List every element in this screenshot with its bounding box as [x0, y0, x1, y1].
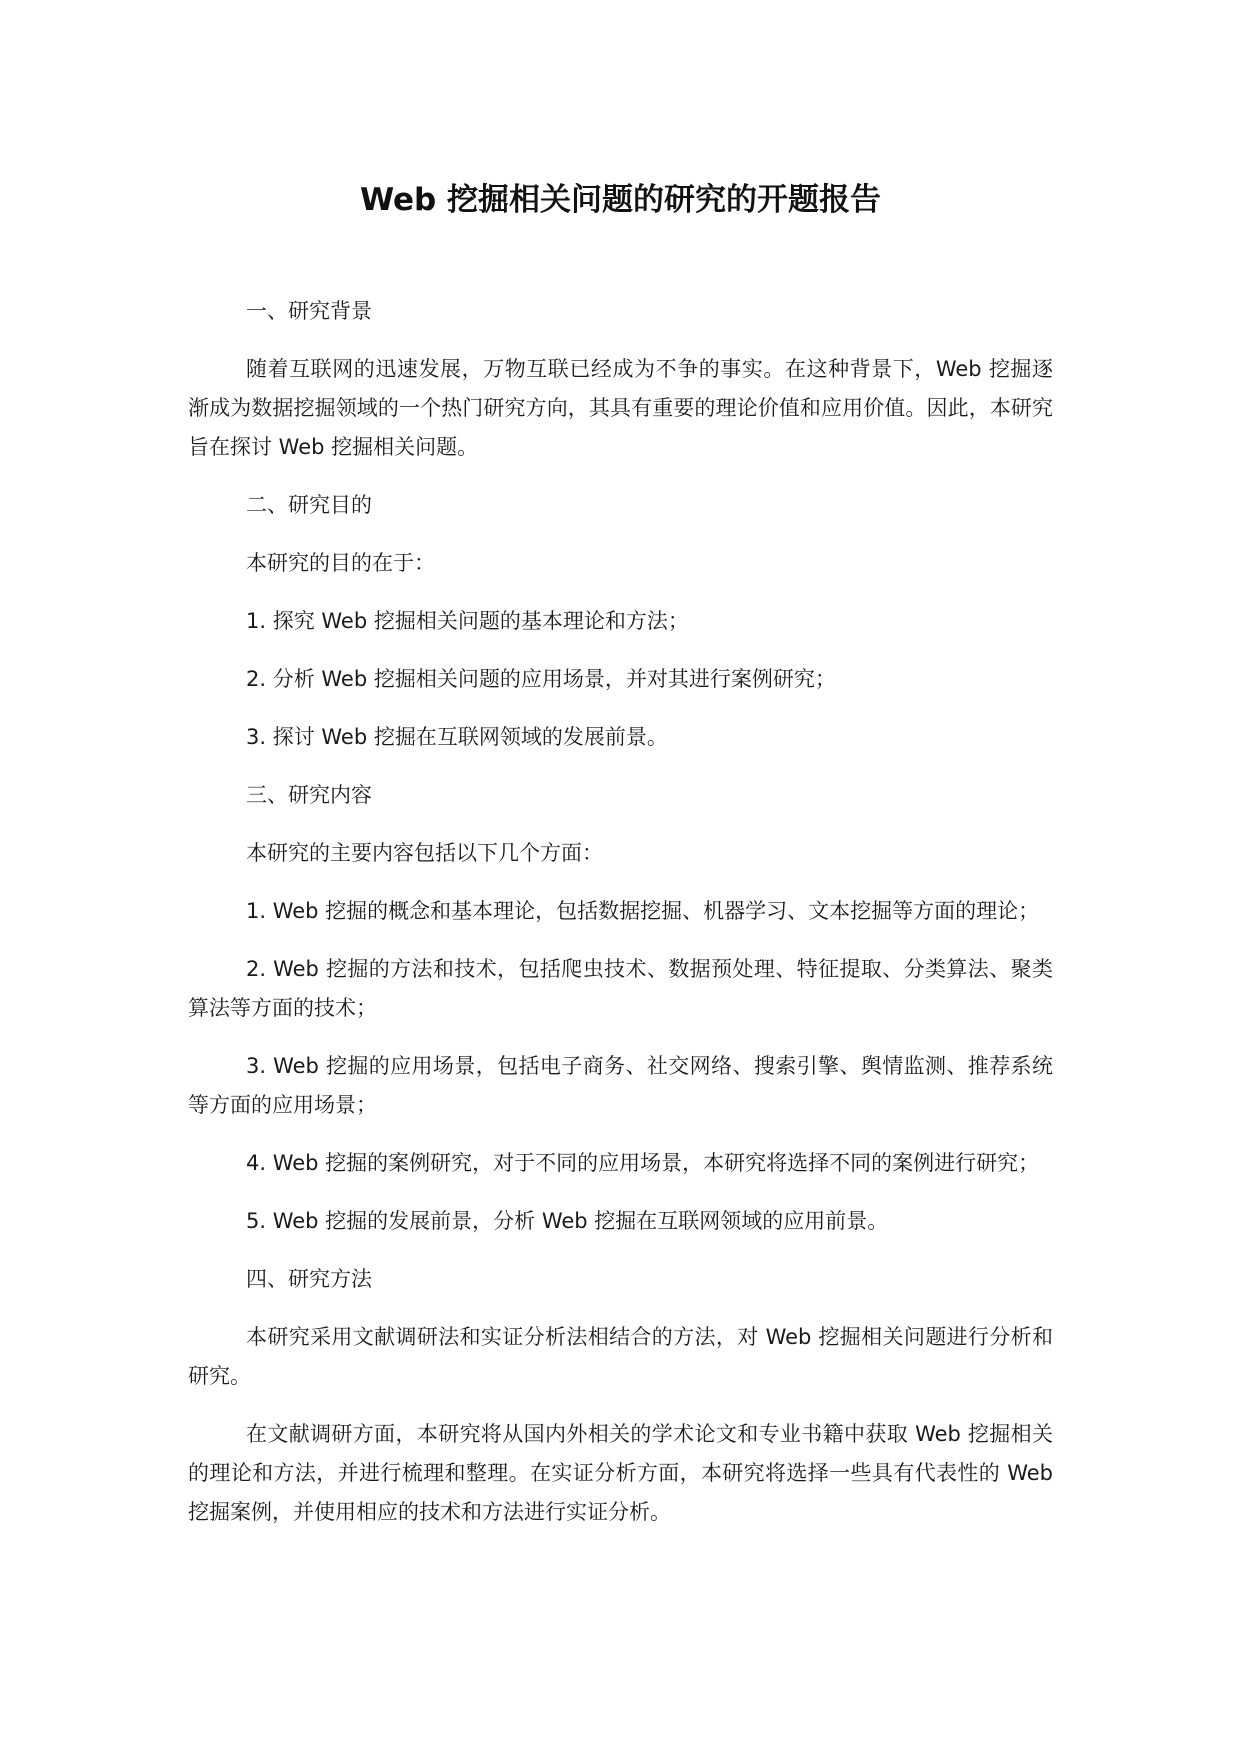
paragraph-method-2: 在文献调研方面，本研究将从国内外相关的学术论文和专业书籍中获取 Web 挖掘相关的理论和方法，并进行梳理和整理。在实证分析方面，本研究将选择一些具有代表性的 Web 挖掘案例，并使用相应的技术和方法进行实证分析。 [188, 1422, 1053, 1524]
list-item-content-5: 5. Web 挖掘的发展前景，分析 Web 挖掘在互联网领域的应用前景。 [246, 1209, 889, 1233]
list-item-content-2: 2. Web 挖掘的方法和技术，包括爬虫技术、数据预处理、特征提取、分类算法、聚类算法等方面的技术； [188, 957, 1053, 1020]
paragraph-content-intro: 本研究的主要内容包括以下几个方面： [246, 841, 603, 865]
list-item-content-1: 1. Web 挖掘的概念和基本理论，包括数据挖掘、机器学习、文本挖掘等方面的理论； [246, 899, 1040, 923]
section-heading-method: 四、研究方法 [246, 1267, 372, 1291]
paragraph-purpose-intro: 本研究的目的在于： [246, 551, 435, 575]
list-item-purpose-2: 2. 分析 Web 挖掘相关问题的应用场景，并对其进行案例研究； [246, 667, 836, 691]
section-heading-purpose: 二、研究目的 [246, 493, 372, 517]
section-heading-background: 一、研究背景 [246, 299, 372, 323]
list-item-purpose-3: 3. 探讨 Web 挖掘在互联网领域的发展前景。 [246, 725, 668, 749]
list-item-content-4: 4. Web 挖掘的案例研究，对于不同的应用场景，本研究将选择不同的案例进行研究； [246, 1151, 1040, 1175]
section-heading-content: 三、研究内容 [246, 783, 372, 807]
document-title: Web 挖掘相关问题的研究的开题报告 [359, 182, 882, 218]
paragraph-method-1: 本研究采用文献调研法和实证分析法相结合的方法，对 Web 挖掘相关问题进行分析和研究。 [188, 1325, 1053, 1388]
list-item-purpose-1: 1. 探究 Web 挖掘相关问题的基本理论和方法； [246, 609, 689, 633]
paragraph-background: 随着互联网的迅速发展，万物互联已经成为不争的事实。在这种背景下，Web 挖掘逐渐成为数据挖掘领域的一个热门研究方向，其具有重要的理论价值和应用价值。因此，本研究旨在探讨 Web 挖掘相关问题。 [188, 357, 1053, 459]
list-item-content-3: 3. Web 挖掘的应用场景，包括电子商务、社交网络、搜索引擎、舆情监测、推荐系统等方面的应用场景； [188, 1054, 1053, 1117]
